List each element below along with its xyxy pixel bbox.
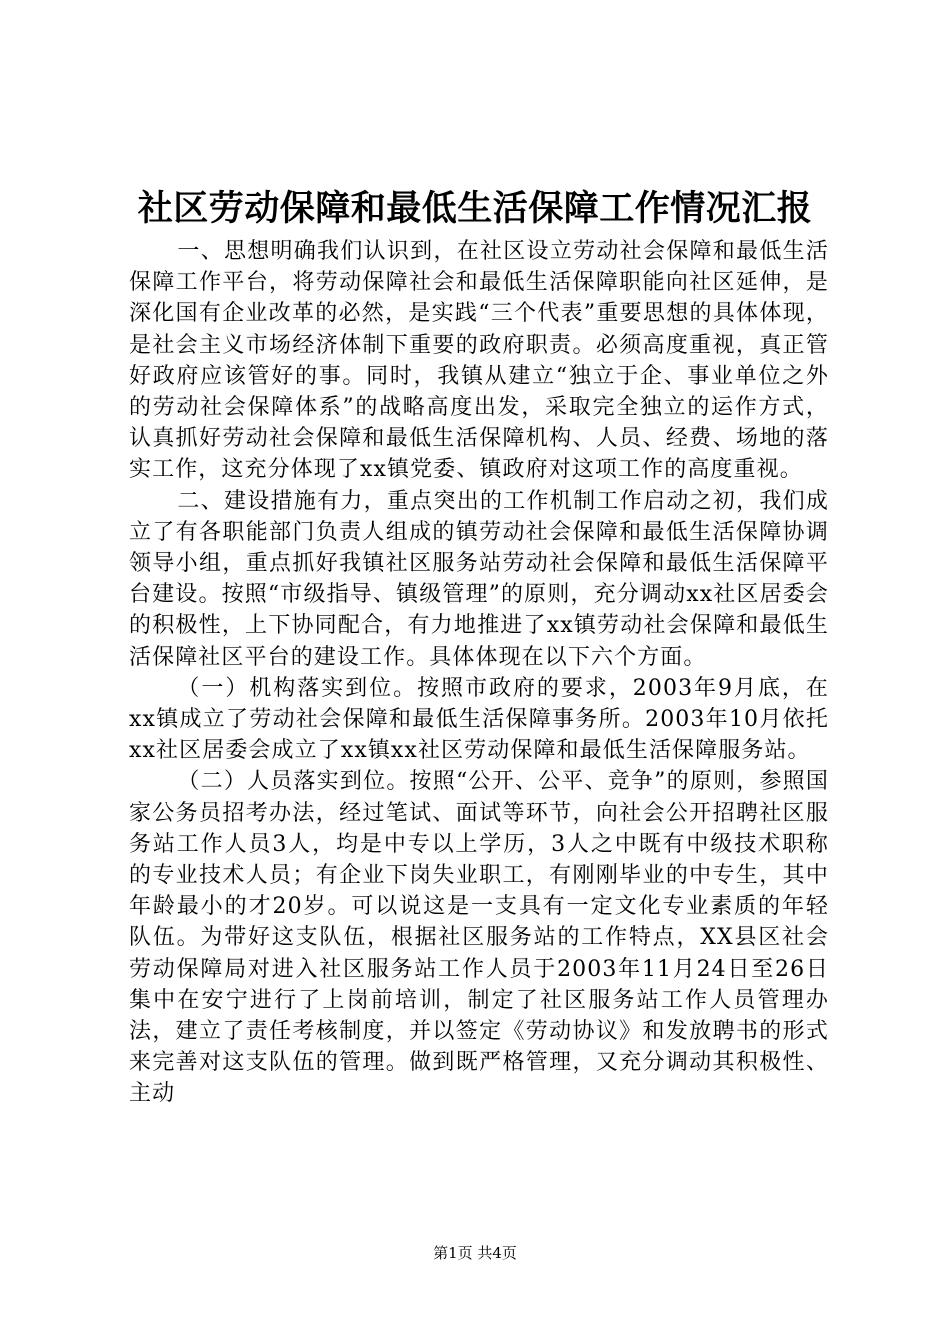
document-body (129, 236, 829, 1110)
paragraph-2: 二、建设措施有力，重点突出的工作机制工作启动之初，我们成立了有各职能部门负责人组成的镇劳动社会保障和最低生活保障协调领导小组，重点抓好我镇社区服务站劳动社会保障和最低生活保障平台建设。按照“市级指导、镇级管理”的原则，充分调动xx社区居委会的积极性，上下协同配合，有力地推进了xx镇劳动社会保障和最低生活保障社区平台的建设工作。具体体现在以下六个方面。 (129, 488, 829, 670)
paragraph-4: （二）人员落实到位。按照“公开、公平、竞争”的原则，参照国家公务员招考办法，经过笔试、面试等环节，向社会公开招聘社区服务站工作人员3人，均是中专以上学历，3人之中既有中级技术职称的专业技术人员；有企业下岗失业职工，有刚刚毕业的中专生，其中年龄最小的才20岁。可以说这是一支具有一定文化专业素质的年轻队伍。为带好这支队伍，根据社区服务站的工作特点，XX县区社会劳动保障局对进入社区服务站工作人员于2003年11月24日至26日集中在安宁进行了上岗前培训，制定了社区服务站工作人员管理办法，建立了责任考核制度，并以签定《劳动协议》和发放聘书的形式来完善对这支队伍的管理。做到既严格管理，又充分调动其积极性、主动 (129, 769, 829, 1107)
document-title: 社区劳动保障和最低生活保障工作情况汇报 (137, 188, 813, 229)
page-footer (0, 1243, 950, 1263)
paragraph-1: 一、思想明确我们认识到，在社区设立劳动社会保障和最低生活保障工作平台，将劳动保障社会和最低生活保障职能向社区延伸，是深化国有企业改革的必然，是实践“三个代表”重要思想的具体体现，是社会主义市场经济体制下重要的政府职责。必须高度重视，真正管好政府应该管好的事。同时，我镇从建立“独立于企、事业单位之外的劳动社会保障体系”的战略高度出发，采取完全独立的运作方式，认真抓好劳动社会保障和最低生活保障机构、人员、经费、场地的落实工作，这充分体现了xx镇党委、镇政府对这项工作的高度重视。 (129, 239, 829, 483)
paragraph-3: （一）机构落实到位。按照市政府的要求，2003年9月底，在xx镇成立了劳动社会保障和最低生活保障事务所。2003年10月依托xx社区居委会成立了xx镇xx社区劳动保障和最低生活保障服务站。 (129, 675, 829, 764)
page-indicator: 第1页 共4页 (433, 1244, 517, 1262)
